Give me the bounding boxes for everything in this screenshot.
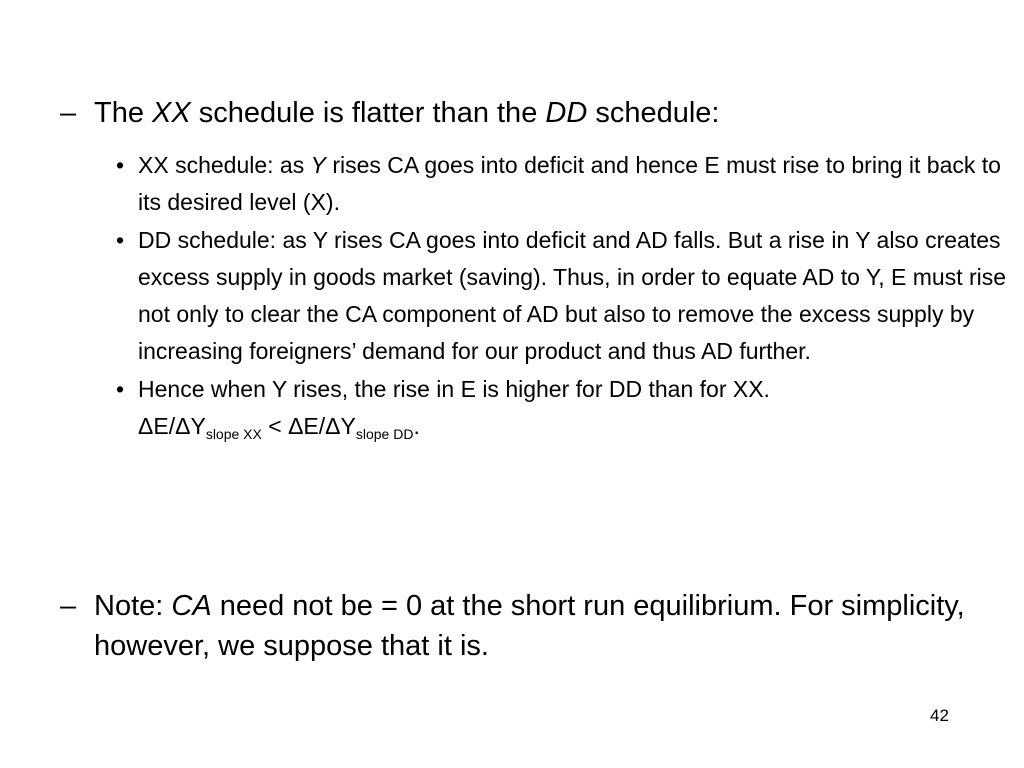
bullet-text-pre: XX schedule: as: [138, 152, 311, 178]
page-number: 42: [930, 706, 949, 725]
bullet-text: DD schedule: as Y rises CA goes into deficit and AD falls. But a rise in Y also creates excess supply in goods market (saving). Thus, in order to equate AD to Y, E must rise not only to clear the CA component of AD but also to remove the excess supply by increasing foreigners’ demand for our product and thus AD further.: [138, 227, 1007, 364]
text-end: schedule:: [587, 97, 720, 129]
subscript-slope-dd: slope DD: [355, 426, 414, 442]
bullet-marker: •: [116, 376, 125, 402]
term-y: Y: [310, 152, 326, 178]
point-text: [94, 93, 1010, 133]
subscript-slope-xx: slope XX: [205, 426, 262, 442]
bullet-text-post: rises CA goes into deficit and hence E must rise to bring it back to its desired level (X).: [138, 152, 1001, 215]
text-rest: need not be = 0 at the short run equilibrium. For simplicity, however, we suppose that it is.: [94, 590, 965, 662]
term-xx: XX: [152, 97, 191, 129]
text-the: The: [94, 97, 153, 129]
bullet-list: [116, 147, 1016, 446]
point-note-ca: [60, 586, 1010, 666]
text-note: Note:: [94, 590, 172, 622]
formula-left: ΔE/ΔY: [138, 413, 206, 439]
text-mid: schedule is flatter than the: [190, 97, 546, 129]
term-dd: DD: [545, 97, 588, 129]
term-ca: CA: [171, 590, 212, 622]
bullet-text-line: Hence when Y rises, the rise in E is higher for DD than for XX.: [138, 376, 770, 402]
point-xx-flatter: [60, 93, 1010, 133]
bullet-xx-schedule: [116, 147, 1016, 221]
dash-marker: –: [60, 590, 77, 622]
formula-operator: < ΔE/ΔY: [261, 413, 356, 439]
bullet-marker: •: [116, 227, 125, 253]
point-text: [94, 586, 1010, 666]
bullet-dd-schedule: [116, 222, 1016, 370]
dash-marker: –: [60, 97, 77, 129]
formula-end: .: [413, 413, 420, 439]
bullet-marker: •: [116, 152, 125, 178]
bullet-slope-comparison: [116, 371, 1016, 445]
